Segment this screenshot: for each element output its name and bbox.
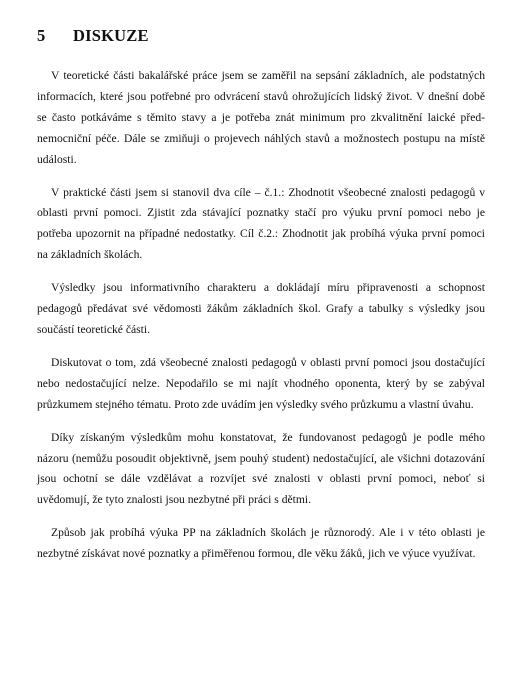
paragraph-3: Výsledky jsou informativního charakteru a dokládají míru připravenosti a schopnost pedagogů předávat své vědomosti žákům základních škol. Grafy a tabulky s výsledky jsou součástí teoretické části. [37,281,485,336]
paragraph-1: V teoretické části bakalářské práce jsem se zaměřil na sepsání základních, ale podstatných informacích, které jsou potřebné pro odvrácení stavů ohrožujících lidský život. V dnešní době se často potkáváme s těmito stavy a je potřeba znát minimum pro zkvalitnění laické před-nemocniční péče. Dále se zmiňuji o projevech náhlých stavů a možnostech postupu na místě události. [37,69,485,166]
chapter-heading [37,26,149,46]
paragraph-6: Způsob jak probíhá výuka PP na základních školách je různorodý. Ale i v této oblasti je nezbytné získávat nové poznatky a přiměřenou formou, dle věku žáků, jich ve výuce využívat. [37,526,485,561]
paragraph-2: V praktické části jsem si stanovil dva cíle – č.1.: Zhodnotit všeobecné znalosti pedagogů v oblasti první pomoci. Zjistit zda stávající poznatky stačí pro výuku první pomoci nebo je potřeba upozornit na případné nedostatky. Cíl č.2.: Zhodnotit jak probíhá výuka první pomoci na základních školách. [37,185,485,262]
chapter-title: DISKUZE [73,26,149,45]
chapter-body [37,66,485,577]
paragraph-4: Diskutovat o tom, zdá všeobecné znalosti pedagogů v oblasti první pomoci jsou dostačující nebo nedostačující nelze. Nepodařilo se mi najít vhodného oponenta, který by se zabýval průzkumem stejného tématu. Proto zde uvádím jen výsledky svého průzkumu a vlastní úvahu. [37,355,485,411]
paragraph-5: Díky získaným výsledkům mohu konstatovat, že fundovanost pedagogů je podle mého názoru (nemůžu posoudit objektivně, jsem pouhý student) nedostačující, ale všichni dotazování jsou ochotní se dále vzdělávat a rozvíjet své znalosti v oblasti první pomoci, neboť si uvědomují, že tyto znalosti jsou nezbytné při práci s dětmi. [37,430,485,507]
chapter-number: 5 [37,26,46,45]
